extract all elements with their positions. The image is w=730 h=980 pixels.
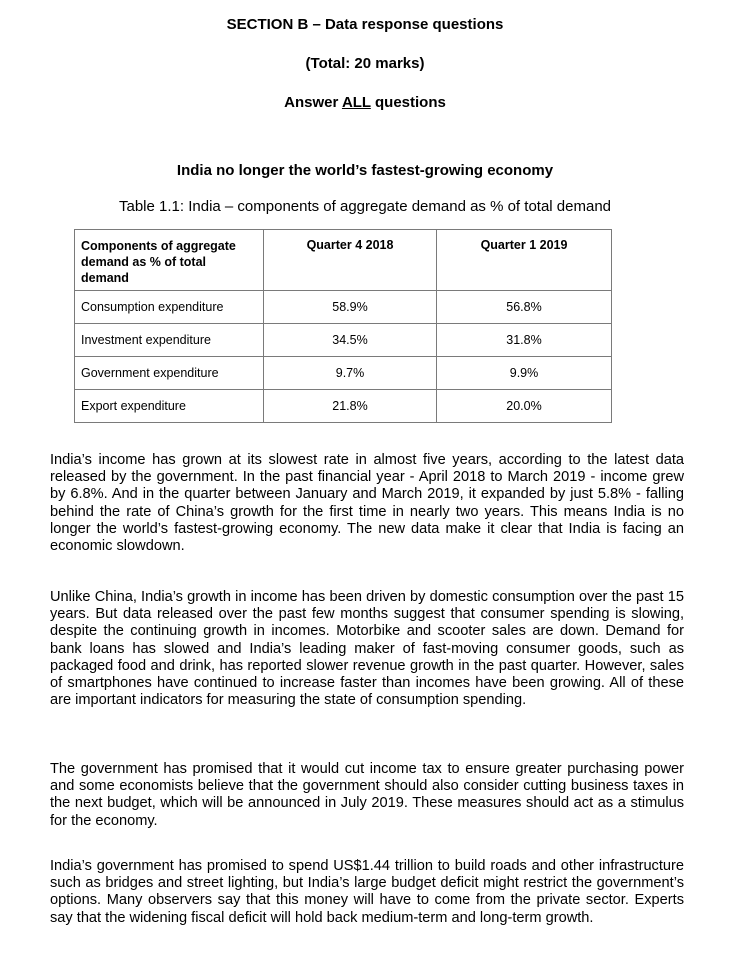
column-header-q1-2019: Quarter 1 2019	[437, 230, 612, 291]
instruction-suffix: questions	[370, 94, 446, 111]
table-row	[75, 357, 612, 390]
paragraph-4: India’s government has promised to spend US$1.44 trillion to build roads and other infrastructure such as bridges and street lighting, but India’s large budget deficit might restrict the government’s options. Many observers say that this money will have to come from the private sector. Experts say that the widening fiscal deficit will hold back medium-term and long-term growth.	[50, 858, 684, 926]
table-header-row	[75, 230, 612, 291]
instruction	[0, 94, 730, 111]
row-label: Export expenditure	[75, 390, 264, 423]
table-caption: Table 1.1: India – components of aggregate demand as % of total demand	[119, 198, 611, 215]
cell-q4-2018: 58.9%	[264, 291, 437, 324]
aggregate-demand-table	[74, 229, 612, 423]
table-row	[75, 324, 612, 357]
row-label: Investment expenditure	[75, 324, 264, 357]
instruction-emphasis: ALL	[341, 94, 371, 111]
cell-q4-2018: 34.5%	[264, 324, 437, 357]
paragraph-3: The government has promised that it would cut income tax to ensure greater purchasing power and some economists believe that the government should also consider cutting business taxes in the next budget, which will be announced in July 2019. These measures should act as a stimulus for the economy.	[50, 761, 684, 829]
cell-q4-2018: 9.7%	[264, 357, 437, 390]
cell-q1-2019: 56.8%	[437, 291, 612, 324]
cell-q1-2019: 31.8%	[437, 324, 612, 357]
paragraph-1: India’s income has grown at its slowest rate in almost five years, according to the latest data released by the government. In the past financial year - April 2018 to March 2019 - income grew by 6.8%. And in the quarter between January and March 2019, it expanded by just 5.8% - falling behind the rate of China’s growth for the first time in nearly two years. This means India is no longer the world’s fastest-growing economy. The new data make it clear that India is facing an economic slowdown.	[50, 452, 684, 555]
cell-q1-2019: 9.9%	[437, 357, 612, 390]
paragraph-2: Unlike China, India’s growth in income has been driven by domestic consumption over the past 15 years. But data released over the past few months suggest that consumer spending is slowing, despite the continuing growth in incomes. Motorbike and scooter sales are down. Demand for bank loans has slowed and India’s leading maker of fast-moving consumer goods, such as packaged food and drink, has reported slower revenue growth in the past quarter. However, sales of smartphones have continued to increase faster than incomes have been growing. All of these are important indicators for measuring the state of consumption spending.	[50, 589, 684, 709]
instruction-prefix: Answer	[284, 94, 342, 111]
cell-q4-2018: 21.8%	[264, 390, 437, 423]
column-header-components: Components of aggregate demand as % of total demand	[75, 230, 264, 291]
section-heading: SECTION B – Data response questions	[226, 16, 504, 33]
table-row	[75, 291, 612, 324]
column-header-q4-2018: Quarter 4 2018	[264, 230, 437, 291]
table-row	[75, 390, 612, 423]
article-title: India no longer the world’s fastest-growing economy	[176, 162, 554, 179]
row-label: Government expenditure	[75, 357, 264, 390]
total-marks: (Total: 20 marks)	[305, 55, 425, 72]
row-label: Consumption expenditure	[75, 291, 264, 324]
cell-q1-2019: 20.0%	[437, 390, 612, 423]
